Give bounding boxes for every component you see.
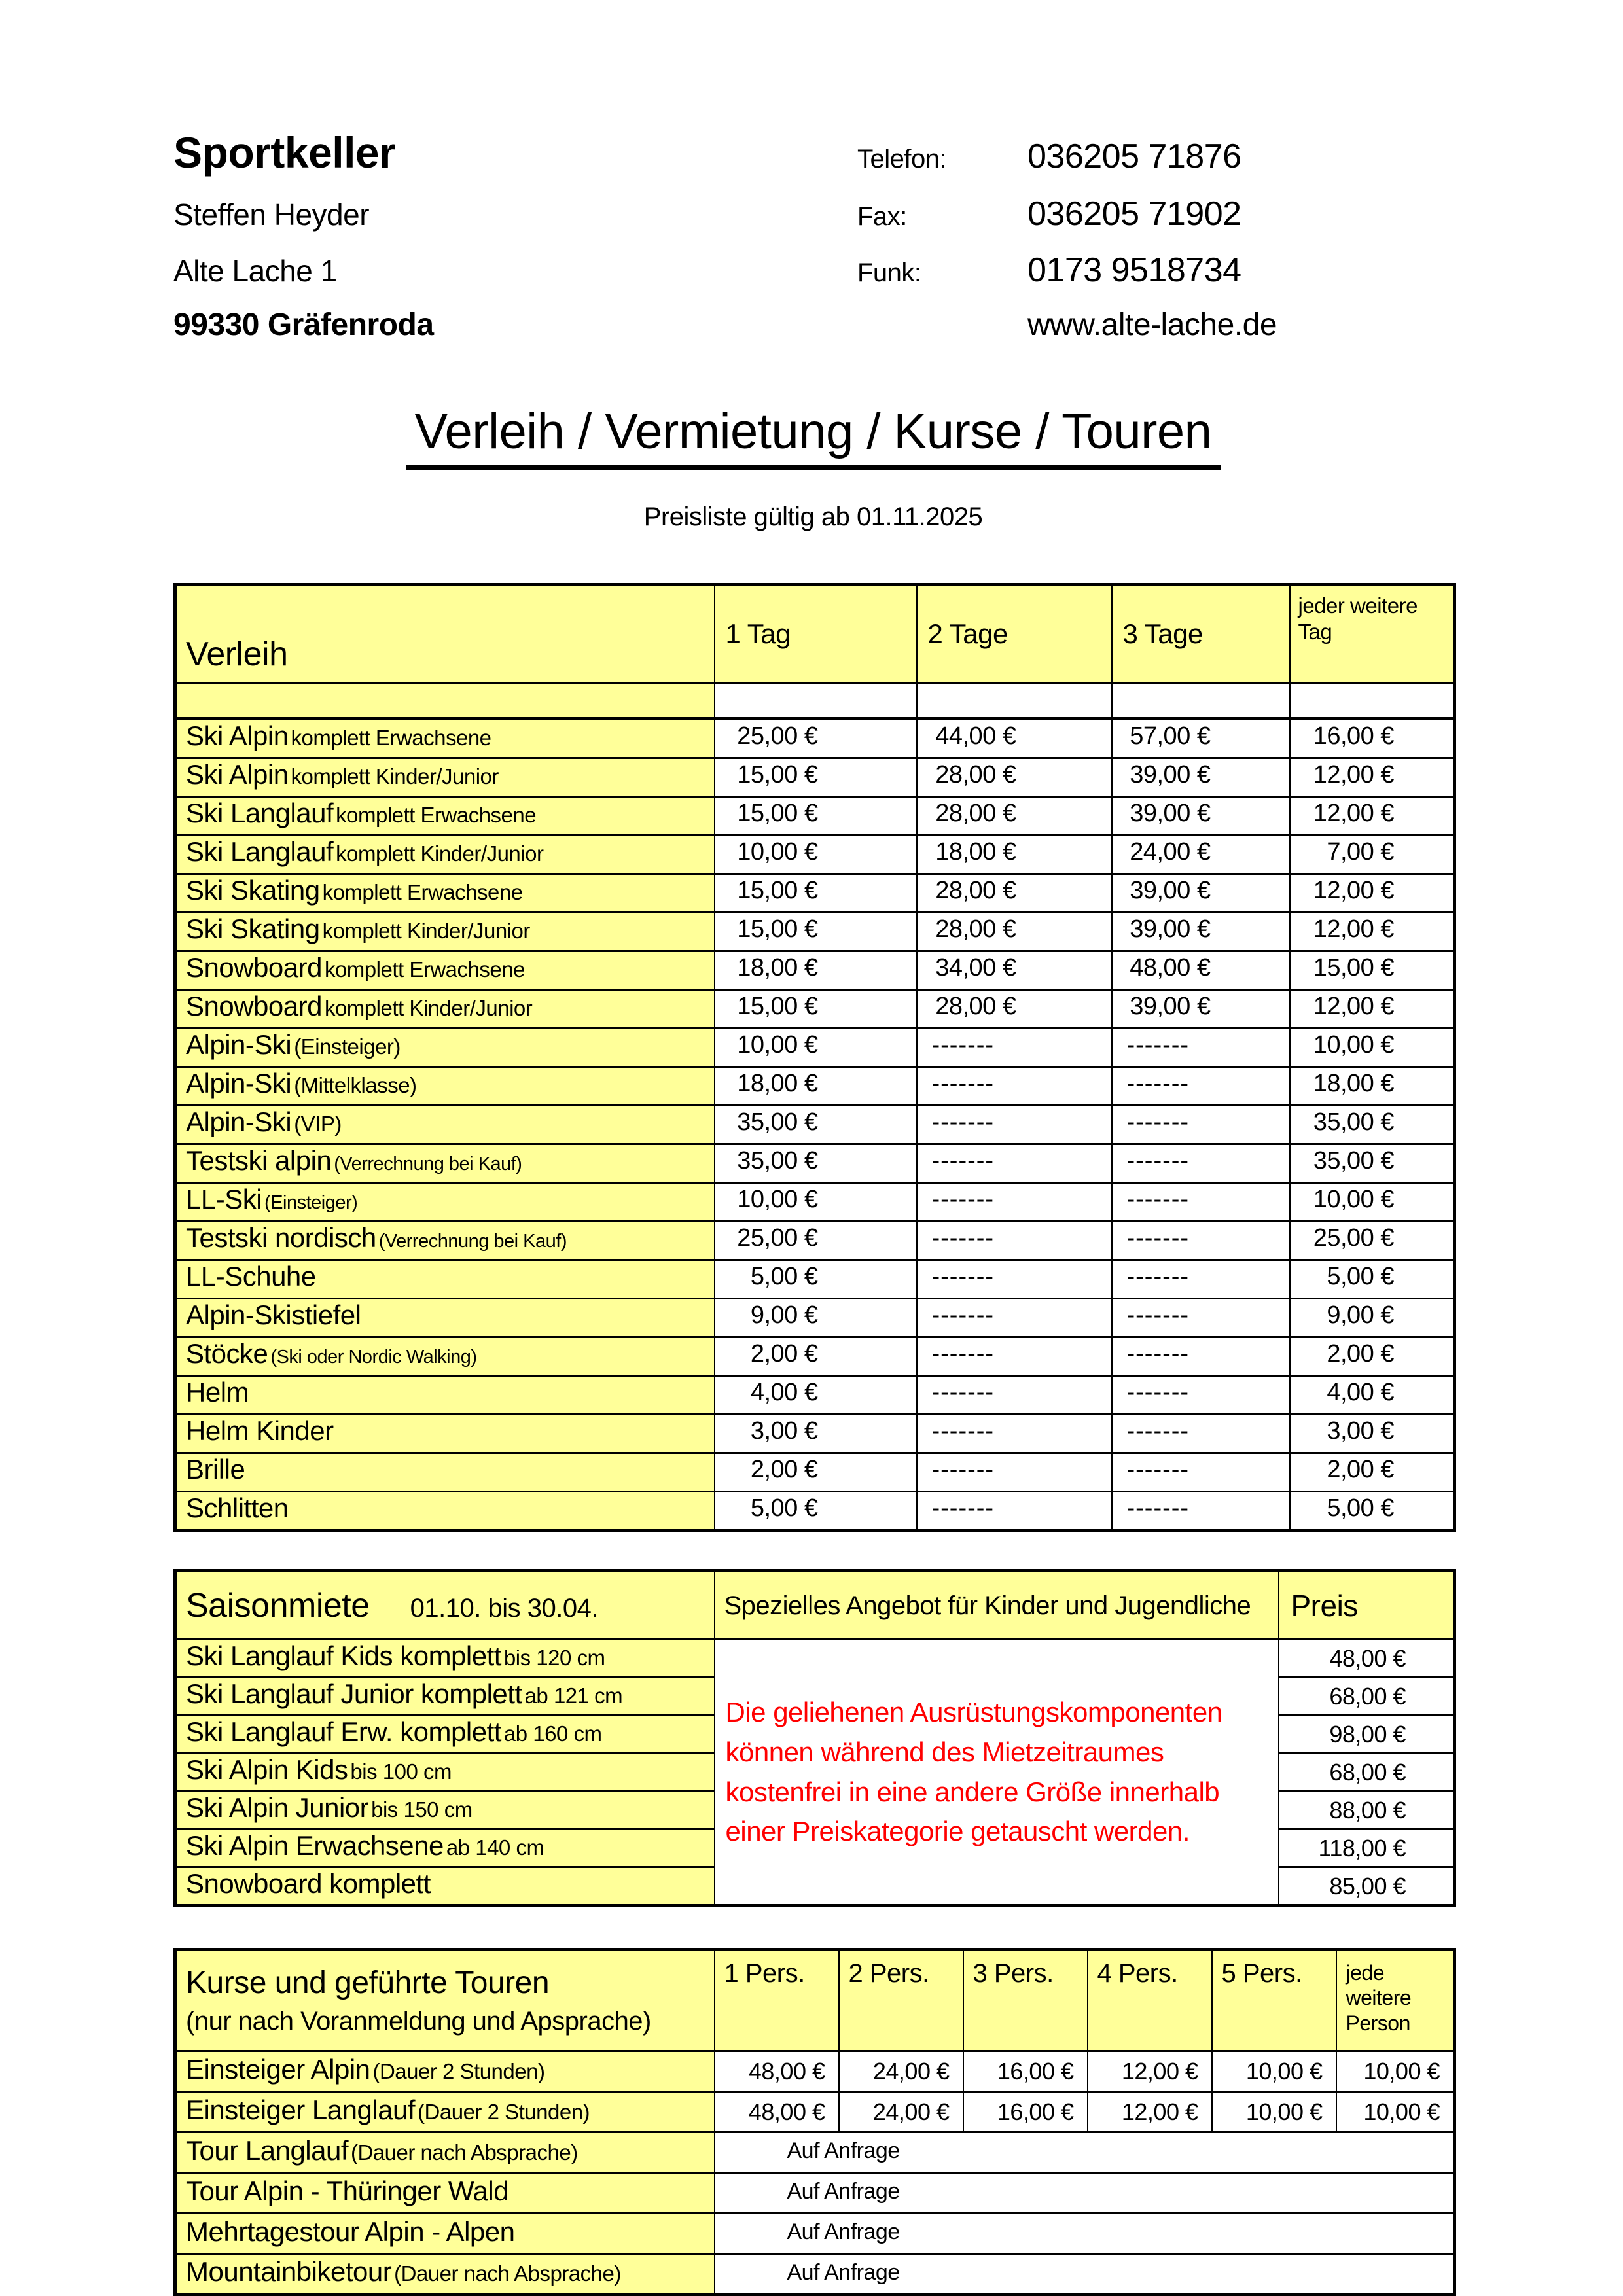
item-label bbox=[175, 1222, 715, 1260]
col-header-weitere-tage: jeder weitere Tag bbox=[1290, 585, 1455, 683]
kurse-title: Kurse und geführte Touren bbox=[186, 1966, 550, 2001]
item-label bbox=[175, 1029, 715, 1067]
price-cell: 10,00 € bbox=[715, 1183, 917, 1222]
dash-cell: ------- bbox=[917, 1453, 1112, 1492]
spacer-cell bbox=[1290, 683, 1455, 719]
item-name: Mountainbiketour bbox=[186, 2256, 392, 2287]
table-row bbox=[175, 1415, 1455, 1453]
page-title: Verleih / Vermietung / Kurse / Touren bbox=[406, 403, 1221, 470]
price-cell: 24,00 € bbox=[1112, 836, 1290, 874]
price-cell: 2,00 € bbox=[1290, 1337, 1455, 1376]
company-name: Sportkeller bbox=[173, 128, 396, 177]
price-cell: 39,00 € bbox=[1112, 797, 1290, 836]
col-header-5-pers: 5 Pers. bbox=[1212, 1950, 1336, 2051]
price-cell: 12,00 € bbox=[1088, 2051, 1212, 2092]
price-cell: 9,00 € bbox=[715, 1299, 917, 1337]
item-name: Stöcke bbox=[186, 1338, 268, 1369]
item-label bbox=[175, 1183, 715, 1222]
spacer-cell bbox=[715, 683, 917, 719]
table-row bbox=[175, 2051, 1455, 2092]
contact-value-fax: 036205 71902 bbox=[1027, 195, 1241, 233]
item-label bbox=[175, 1754, 715, 1792]
item-detail: ab 160 cm bbox=[503, 1722, 602, 1746]
price-cell: 48,00 € bbox=[1112, 951, 1290, 990]
item-detail: bis 150 cm bbox=[371, 1797, 473, 1822]
price-cell: 2,00 € bbox=[715, 1337, 917, 1376]
item-name: Alpin-Ski bbox=[186, 1068, 292, 1099]
table-row bbox=[175, 2173, 1455, 2214]
price-cell: 28,00 € bbox=[917, 913, 1112, 951]
col-header-4-pers: 4 Pers. bbox=[1088, 1950, 1212, 2051]
saison-title: Saisonmiete bbox=[186, 1586, 370, 1625]
contact-value-telefon: 036205 71876 bbox=[1027, 137, 1241, 175]
table-row bbox=[175, 1029, 1455, 1067]
kurse-header-label bbox=[175, 1950, 715, 2051]
item-name: Mehrtagestour Alpin - Alpen bbox=[186, 2216, 515, 2247]
table-row bbox=[175, 2214, 1455, 2254]
price-cell: 15,00 € bbox=[1290, 951, 1455, 990]
dash-cell: ------- bbox=[917, 1222, 1112, 1260]
on-request-cell: Auf Anfrage bbox=[715, 2214, 1455, 2254]
item-label bbox=[175, 1492, 715, 1531]
price-cell: 12,00 € bbox=[1290, 913, 1455, 951]
item-label bbox=[175, 2254, 715, 2295]
price-cell: 18,00 € bbox=[1290, 1067, 1455, 1106]
price-cell: 15,00 € bbox=[715, 797, 917, 836]
table-row bbox=[175, 1067, 1455, 1106]
item-detail: (Dauer nach Absprache) bbox=[394, 2261, 621, 2286]
item-name: Testski alpin bbox=[186, 1145, 332, 1176]
table-row bbox=[175, 1492, 1455, 1531]
price-cell: 5,00 € bbox=[715, 1260, 917, 1299]
item-label bbox=[175, 836, 715, 874]
item-detail: komplett Erwachsene bbox=[324, 957, 525, 981]
company-city: 99330 Gräfenroda bbox=[173, 308, 434, 342]
price-cell: 39,00 € bbox=[1112, 990, 1290, 1029]
item-name: Schlitten bbox=[186, 1492, 289, 1523]
item-name: Testski nordisch bbox=[186, 1222, 376, 1253]
table-row bbox=[175, 1453, 1455, 1492]
price-cell: 25,00 € bbox=[715, 1222, 917, 1260]
price-cell: 12,00 € bbox=[1290, 797, 1455, 836]
dash-cell: ------- bbox=[917, 1337, 1112, 1376]
table-row bbox=[175, 913, 1455, 951]
table-row bbox=[175, 719, 1455, 758]
item-label bbox=[175, 1067, 715, 1106]
item-detail: komplett Kinder/Junior bbox=[324, 996, 533, 1020]
dash-cell: ------- bbox=[1112, 1415, 1290, 1453]
price-cell: 98,00 € bbox=[1279, 1716, 1455, 1754]
table-row bbox=[175, 1640, 1455, 1678]
price-cell: 3,00 € bbox=[1290, 1415, 1455, 1453]
price-cell: 24,00 € bbox=[839, 2051, 963, 2092]
price-cell: 18,00 € bbox=[715, 951, 917, 990]
dash-cell: ------- bbox=[917, 1299, 1112, 1337]
price-cell: 2,00 € bbox=[1290, 1453, 1455, 1492]
price-cell: 10,00 € bbox=[715, 1029, 917, 1067]
price-cell: 85,00 € bbox=[1279, 1867, 1455, 1906]
item-label bbox=[175, 1106, 715, 1144]
item-detail: (VIP) bbox=[294, 1112, 342, 1136]
saison-date-range: 01.10. bis 30.04. bbox=[410, 1593, 598, 1623]
col-header-3-tage: 3 Tage bbox=[1112, 585, 1290, 683]
price-cell: 5,00 € bbox=[1290, 1260, 1455, 1299]
item-name: Ski Alpin bbox=[186, 759, 289, 790]
dash-cell: ------- bbox=[917, 1492, 1112, 1531]
saisonmiete-table bbox=[173, 1569, 1456, 1907]
dash-cell: ------- bbox=[1112, 1376, 1290, 1415]
verleih-table bbox=[173, 583, 1456, 1532]
item-name: Ski Skating bbox=[186, 913, 320, 944]
dash-cell: ------- bbox=[917, 1376, 1112, 1415]
dash-cell: ------- bbox=[1112, 1067, 1290, 1106]
price-cell: 35,00 € bbox=[1290, 1144, 1455, 1183]
item-name: LL-Ski bbox=[186, 1184, 262, 1214]
price-cell: 39,00 € bbox=[1112, 913, 1290, 951]
saison-header-label bbox=[175, 1571, 715, 1640]
item-detail: ab 140 cm bbox=[446, 1835, 544, 1860]
price-cell: 25,00 € bbox=[715, 719, 917, 758]
price-cell: 10,00 € bbox=[1336, 2051, 1455, 2092]
item-name: Ski Langlauf Kids komplett bbox=[186, 1640, 501, 1671]
item-label bbox=[175, 797, 715, 836]
price-cell: 35,00 € bbox=[1290, 1106, 1455, 1144]
item-label bbox=[175, 1792, 715, 1829]
saison-header-row bbox=[175, 1571, 1455, 1640]
letterhead-row bbox=[173, 194, 1453, 234]
table-row bbox=[175, 836, 1455, 874]
item-detail: komplett Erwachsene bbox=[322, 880, 523, 904]
col-header-2-tage: 2 Tage bbox=[917, 585, 1112, 683]
price-cell: 35,00 € bbox=[715, 1106, 917, 1144]
price-cell: 10,00 € bbox=[1212, 2092, 1336, 2132]
price-cell: 10,00 € bbox=[1212, 2051, 1336, 2092]
item-detail: (Verrechnung bei Kauf) bbox=[378, 1231, 567, 1252]
item-label bbox=[175, 1867, 715, 1906]
item-name: LL-Schuhe bbox=[186, 1261, 316, 1292]
item-name: Ski Langlauf bbox=[186, 836, 334, 867]
item-detail: komplett Erwachsene bbox=[336, 803, 537, 827]
dash-cell: ------- bbox=[1112, 1337, 1290, 1376]
item-label bbox=[175, 913, 715, 951]
price-cell: 15,00 € bbox=[715, 758, 917, 797]
item-name: Ski Skating bbox=[186, 875, 320, 906]
table-row bbox=[175, 1299, 1455, 1337]
dash-cell: ------- bbox=[917, 1029, 1112, 1067]
dash-cell: ------- bbox=[917, 1415, 1112, 1453]
item-label bbox=[175, 1415, 715, 1453]
dash-cell: ------- bbox=[917, 1260, 1112, 1299]
price-cell: 35,00 € bbox=[715, 1144, 917, 1183]
letterhead-row bbox=[173, 307, 1453, 343]
item-detail: (Dauer 2 Stunden) bbox=[418, 2100, 590, 2124]
col-header-1-pers: 1 Pers. bbox=[715, 1950, 839, 2051]
item-label bbox=[175, 1716, 715, 1754]
item-name: Ski Langlauf Erw. komplett bbox=[186, 1716, 501, 1747]
table-row bbox=[175, 1106, 1455, 1144]
price-cell: 28,00 € bbox=[917, 758, 1112, 797]
item-label bbox=[175, 1453, 715, 1492]
item-name: Tour Alpin - Thüringer Wald bbox=[186, 2176, 509, 2206]
price-cell: 3,00 € bbox=[715, 1415, 917, 1453]
price-cell: 12,00 € bbox=[1290, 990, 1455, 1029]
item-label bbox=[175, 1678, 715, 1716]
dash-cell: ------- bbox=[1112, 1144, 1290, 1183]
table-row bbox=[175, 1144, 1455, 1183]
item-name: Snowboard komplett bbox=[186, 1868, 431, 1899]
exchange-note-line: einer Preiskategorie getauscht werden. bbox=[725, 1816, 1190, 1847]
dash-cell: ------- bbox=[1112, 1492, 1290, 1531]
item-label bbox=[175, 874, 715, 913]
table-row bbox=[175, 1376, 1455, 1415]
dash-cell: ------- bbox=[1112, 1260, 1290, 1299]
item-detail: (Dauer nach Absprache) bbox=[350, 2140, 578, 2164]
price-cell: 5,00 € bbox=[715, 1492, 917, 1531]
price-cell: 12,00 € bbox=[1088, 2092, 1212, 2132]
item-detail: (Verrechnung bei Kauf) bbox=[334, 1154, 522, 1174]
col-header-3-pers: 3 Pers. bbox=[963, 1950, 1088, 2051]
price-cell: 39,00 € bbox=[1112, 758, 1290, 797]
page-subtitle: Preisliste gültig ab 01.11.2025 bbox=[643, 503, 983, 531]
item-detail: (Ski oder Nordic Walking) bbox=[270, 1347, 477, 1368]
price-cell: 68,00 € bbox=[1279, 1678, 1455, 1716]
table-row bbox=[175, 758, 1455, 797]
item-name: Alpin-Ski bbox=[186, 1106, 292, 1137]
spacer-cell bbox=[917, 683, 1112, 719]
item-label bbox=[175, 2214, 715, 2254]
table-row bbox=[175, 1337, 1455, 1376]
price-cell: 16,00 € bbox=[963, 2092, 1088, 2132]
item-label bbox=[175, 1376, 715, 1415]
price-cell: 24,00 € bbox=[839, 2092, 963, 2132]
item-name: Ski Alpin Erwachsene bbox=[186, 1830, 444, 1861]
exchange-note bbox=[715, 1640, 1279, 1906]
dash-cell: ------- bbox=[917, 1144, 1112, 1183]
price-cell: 88,00 € bbox=[1279, 1792, 1455, 1829]
price-cell: 68,00 € bbox=[1279, 1754, 1455, 1792]
kurse-header-row bbox=[175, 1950, 1455, 2051]
table-row bbox=[175, 874, 1455, 913]
item-name: Einsteiger Alpin bbox=[186, 2054, 370, 2085]
col-header-2-pers: 2 Pers. bbox=[839, 1950, 963, 2051]
company-street: Alte Lache 1 bbox=[173, 254, 337, 288]
item-name: Snowboard bbox=[186, 991, 322, 1021]
kurse-subtitle: (nur nach Voranmeldung und Apsprache) bbox=[186, 2006, 651, 2036]
price-cell: 10,00 € bbox=[1290, 1183, 1455, 1222]
price-cell: 118,00 € bbox=[1279, 1829, 1455, 1867]
item-detail: komplett Kinder/Junior bbox=[322, 919, 530, 943]
item-label bbox=[175, 1640, 715, 1678]
item-label bbox=[175, 719, 715, 758]
table-row bbox=[175, 797, 1455, 836]
contact-label-funk: Funk: bbox=[857, 258, 921, 287]
verleih-header-label: Verleih bbox=[175, 585, 715, 683]
price-cell: 4,00 € bbox=[715, 1376, 917, 1415]
price-cell: 28,00 € bbox=[917, 990, 1112, 1029]
item-name: Helm Kinder bbox=[186, 1415, 334, 1446]
item-detail: komplett Erwachsene bbox=[291, 726, 491, 750]
dash-cell: ------- bbox=[1112, 1106, 1290, 1144]
table-row bbox=[175, 2132, 1455, 2173]
item-label bbox=[175, 1829, 715, 1867]
price-cell: 2,00 € bbox=[715, 1453, 917, 1492]
price-cell: 48,00 € bbox=[715, 2051, 839, 2092]
item-label bbox=[175, 1337, 715, 1376]
item-name: Brille bbox=[186, 1454, 245, 1485]
table-row bbox=[175, 1183, 1455, 1222]
item-name: Helm bbox=[186, 1377, 249, 1407]
price-cell: 28,00 € bbox=[917, 874, 1112, 913]
letterhead bbox=[173, 128, 1453, 343]
price-cell: 4,00 € bbox=[1290, 1376, 1455, 1415]
saison-price-header: Preis bbox=[1279, 1571, 1455, 1640]
item-detail: ab 121 cm bbox=[524, 1684, 623, 1708]
item-name: Ski Alpin bbox=[186, 720, 289, 751]
item-label bbox=[175, 2132, 715, 2173]
item-name: Ski Alpin Junior bbox=[186, 1792, 369, 1823]
on-request-cell: Auf Anfrage bbox=[715, 2254, 1455, 2295]
item-name: Ski Langlauf Junior komplett bbox=[186, 1678, 522, 1709]
table-row bbox=[175, 1260, 1455, 1299]
item-label bbox=[175, 2173, 715, 2214]
price-cell: 48,00 € bbox=[1279, 1640, 1455, 1678]
item-label bbox=[175, 758, 715, 797]
spacer-cell bbox=[175, 683, 715, 719]
col-header-1-tag: 1 Tag bbox=[715, 585, 917, 683]
dash-cell: ------- bbox=[917, 1067, 1112, 1106]
item-name: Einsteiger Langlauf bbox=[186, 2094, 416, 2125]
letterhead-row bbox=[173, 128, 1453, 177]
dash-cell: ------- bbox=[1112, 1029, 1290, 1067]
price-cell: 57,00 € bbox=[1112, 719, 1290, 758]
dash-cell: ------- bbox=[1112, 1453, 1290, 1492]
price-cell: 15,00 € bbox=[715, 990, 917, 1029]
price-cell: 44,00 € bbox=[917, 719, 1112, 758]
website-link: www.alte-lache.de bbox=[1027, 308, 1277, 342]
letterhead-row bbox=[173, 251, 1453, 290]
item-detail: komplett Kinder/Junior bbox=[291, 764, 499, 788]
item-detail: (Einsteiger) bbox=[264, 1192, 358, 1213]
item-name: Ski Alpin Kids bbox=[186, 1754, 348, 1785]
exchange-note-line: können während des Mietzeitraumes bbox=[725, 1736, 1164, 1767]
contact-value-funk: 0173 9518734 bbox=[1027, 251, 1241, 289]
item-label bbox=[175, 990, 715, 1029]
price-cell: 10,00 € bbox=[1290, 1029, 1455, 1067]
price-cell: 9,00 € bbox=[1290, 1299, 1455, 1337]
price-cell: 5,00 € bbox=[1290, 1492, 1455, 1531]
price-cell: 34,00 € bbox=[917, 951, 1112, 990]
price-cell: 10,00 € bbox=[715, 836, 917, 874]
item-detail: komplett Kinder/Junior bbox=[336, 841, 544, 866]
item-name: Snowboard bbox=[186, 952, 322, 983]
item-name: Ski Langlauf bbox=[186, 798, 334, 828]
item-name: Alpin-Ski bbox=[186, 1029, 292, 1060]
price-cell: 16,00 € bbox=[1290, 719, 1455, 758]
price-cell: 15,00 € bbox=[715, 874, 917, 913]
title-wrap bbox=[173, 403, 1453, 470]
table-row bbox=[175, 990, 1455, 1029]
price-cell: 12,00 € bbox=[1290, 758, 1455, 797]
table-row bbox=[175, 951, 1455, 990]
item-detail: (Einsteiger) bbox=[294, 1034, 401, 1059]
item-name: Alpin-Skistiefel bbox=[186, 1299, 361, 1330]
saison-offer-header: Spezielles Angebot für Kinder und Jugendliche bbox=[715, 1571, 1279, 1640]
spacer-cell bbox=[1112, 683, 1290, 719]
table-row bbox=[175, 1222, 1455, 1260]
contact-label-fax: Fax: bbox=[857, 202, 907, 231]
price-cell: 28,00 € bbox=[917, 797, 1112, 836]
on-request-cell: Auf Anfrage bbox=[715, 2132, 1455, 2173]
price-cell: 7,00 € bbox=[1290, 836, 1455, 874]
contact-label-telefon: Telefon: bbox=[857, 145, 947, 173]
item-label bbox=[175, 2051, 715, 2092]
price-cell: 15,00 € bbox=[715, 913, 917, 951]
spacer-row bbox=[175, 683, 1455, 719]
price-cell: 48,00 € bbox=[715, 2092, 839, 2132]
price-cell: 12,00 € bbox=[1290, 874, 1455, 913]
verleih-header-row bbox=[175, 585, 1455, 683]
item-label bbox=[175, 1260, 715, 1299]
dash-cell: ------- bbox=[1112, 1222, 1290, 1260]
kurse-table bbox=[173, 1948, 1456, 2296]
on-request-cell: Auf Anfrage bbox=[715, 2173, 1455, 2214]
item-label bbox=[175, 1144, 715, 1183]
col-header-weitere-person: jede weitere Person bbox=[1336, 1950, 1455, 2051]
item-detail: bis 120 cm bbox=[503, 1646, 605, 1670]
price-cell: 25,00 € bbox=[1290, 1222, 1455, 1260]
table-row bbox=[175, 2254, 1455, 2295]
exchange-note-line: kostenfrei in eine andere Größe innerhalb bbox=[725, 1776, 1220, 1807]
item-label bbox=[175, 2092, 715, 2132]
price-cell: 16,00 € bbox=[963, 2051, 1088, 2092]
company-person: Steffen Heyder bbox=[173, 198, 370, 232]
dash-cell: ------- bbox=[1112, 1299, 1290, 1337]
item-detail: bis 100 cm bbox=[350, 1759, 452, 1784]
price-cell: 10,00 € bbox=[1336, 2092, 1455, 2132]
item-detail: (Mittelklasse) bbox=[294, 1073, 417, 1097]
table-row bbox=[175, 2092, 1455, 2132]
item-name: Tour Langlauf bbox=[186, 2135, 349, 2166]
dash-cell: ------- bbox=[917, 1183, 1112, 1222]
price-cell: 39,00 € bbox=[1112, 874, 1290, 913]
price-cell: 18,00 € bbox=[715, 1067, 917, 1106]
item-label bbox=[175, 1299, 715, 1337]
dash-cell: ------- bbox=[1112, 1183, 1290, 1222]
item-label bbox=[175, 951, 715, 990]
exchange-note-line: Die geliehenen Ausrüstungskomponenten bbox=[725, 1696, 1222, 1727]
price-cell: 18,00 € bbox=[917, 836, 1112, 874]
dash-cell: ------- bbox=[917, 1106, 1112, 1144]
item-detail: (Dauer 2 Stunden) bbox=[372, 2059, 545, 2083]
